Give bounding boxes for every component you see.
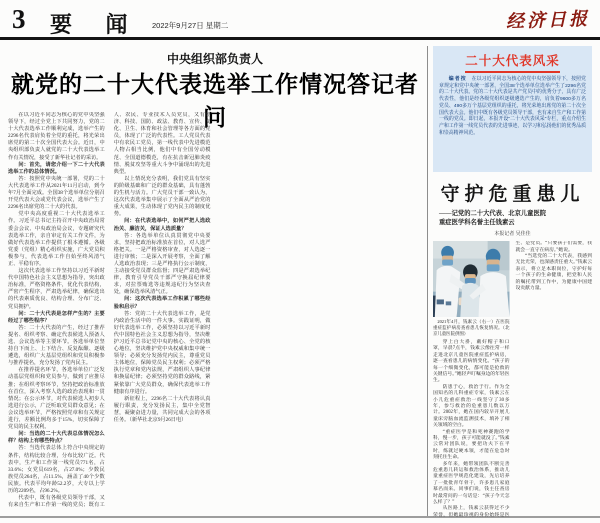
article-paragraph: 答：按照党中央统一部署，党的二十大代表选举工作从2021年11月启动，到今年7月全面完成。全国38个选举单位分别召开党代表大会或党代表会议，选举产生了2296名出席党的二十大的代表。 (8, 175, 105, 211)
article-paragraph: 新征程上，2296名二十大代表将认真履行职责，充分发扬民主，集中全党智慧，凝聚奋进力量，共同完成大会的各项任务。（新华社北京9月26日电） (113, 395, 211, 424)
feature-subtitle-line2: 重症医学科名誉主任钱素云 (439, 218, 515, 226)
article-paragraph: 穿上白大褂，戴好帽子和口罩，早晨7点半，钱素云像往常一样走进北京儿童医院重症监护病房，逐一查看患儿的病情变化。“孩子的每一个细微变化，都可能是抢救的关键信号。”她轻声叮嘱身边的年轻医生。 (433, 339, 510, 384)
feature-subtitle-line1: ——记党的二十大代表、北京儿童医院 (439, 210, 547, 217)
section-title: 要 闻 (50, 12, 142, 37)
article-paragraph: 多年来，她带领团队不断完善危重患儿转运和救治体系，推动儿童重症医学规范化建设，先后培养了一批批青年骨干，许多患儿家庭慕名而来。同事们说，钱主任查房时最常问的一句话是：“孩子今天怎么样了？” (433, 461, 510, 506)
article-paragraph: 答：各选举单位认真贯彻党中央要求，坚持把政治标准放在首位，对人选严格把关。一是严格资格审查，对人选逐一进行审核；二是深入开展考察，全面了解人选政治表现；三是严格执行公示制度，主动接受党员群众监督；四是严肃选举纪律，教育引导党员干部严守换届纪律要求，对拉票贿选等违规违纪行为坚决查处，确保选举风清气正。 (113, 232, 211, 296)
article-paragraph: 问：二十大代表是怎样产生的？主要经过了哪些程序？ (8, 310, 105, 324)
article-paragraph: 答：当选代表总体上符合中央规定的条件，结构比较合理，分布比较广泛。代表中，生产和工作第一线党员771名，占33.6%；女党员619名，占27.0%；少数民族党员264名，占11.5%，涵盖了40个少数民族。代表平均年龄52.2岁，大专以上学历的2209名，占96.2%。 (8, 445, 105, 494)
side-panel (433, 46, 592, 516)
article-paragraph: 在推荐提名环节，各选举单位广泛发动基层党组织和党员参与，做到了应推尽推；在组织考察环节，坚持把政治标准放在首位，深入考察人选的政治表现和一贯情况；在公示环节，对代表候选人初步人选进行公示，广泛听取党员群众意见；在会议选举环节，严格按照党章和有关规定进行，差额比例均多于15%，切实保障了党员的民主权利。 (8, 367, 105, 431)
article-paragraph: 代表中，既有各级党员领导干部，又有来自生产和工作第一线的党员；既有工人、农民、专业技术人员党员，又有经济、科技、国防、政法、教育、宣传、文化、卫生、体育和社会管理等各方面的党员，体现了广泛的代表性。工人党员代表中有农民工党员，第一线代表中先进模范人物占相当比例，他们中有全国劳动模范、全国道德模范，有在抗击新冠肺炎疫情、脱贫攻坚等重大斗争中涌现出的先进典型。 (8, 112, 211, 509)
article-paragraph: 问：在代表选举中，如何严把人选政治关、廉洁关，保证人选质量？ (113, 218, 211, 232)
feature-byline: 本报记者 吴佳佳 (494, 231, 531, 238)
editor-note-label: 编者按 (448, 77, 467, 82)
article-paragraph: “重症医学是和死神赛跑的学科，慢一步，孩子可能就没了。”钱素云常对团队说，要把功夫下在平时，练就过硬本领，才能在危急时刻托住生命。 (433, 429, 510, 461)
article-body-columns (8, 112, 422, 515)
page-number: 3 (12, 4, 26, 34)
article-paragraph: 答：党的二十大代表选举工作，是党内政治生活中的一件大事。实践证明，做好代表选举工作，必须坚持以习近平新时代中国特色社会主义思想为指导，坚决维护习近平总书记党中央的核心、全党的核心地位，坚决维护党中央权威和集中统一领导；必须充分发扬党内民主，尊重党员主体地位，保障党员民主权利；必须严格执行党章和党内法规，严肃组织人事纪律和换届纪律；必须坚持党的群众路线，紧紧依靠广大党员群众，确保代表选举工作健康有序进行。 (113, 310, 211, 395)
article-paragraph: 问：首先，请您介绍一下二十大代表选举工作的总体情况。 (8, 161, 105, 175)
date-line: 2022年9月27日 星期二 (152, 21, 229, 30)
feature-body-columns (433, 241, 592, 522)
photo-caption: 2021年4月，钱素云（右一）在医院重症监护病房查看患儿恢复情况。（北京儿童医院供图） (433, 319, 510, 336)
feature-title: 守护危重患儿 (440, 184, 585, 205)
feature-article (433, 179, 592, 522)
page-header (0, 0, 600, 38)
hospital-photo (433, 241, 510, 317)
article-paragraph: 答：二十大代表的产生，经过了推荐提名、组织考察、确定代表候选人预备人选、会议选举等主要环节。各选举单位坚持自下而上、上下结合、反复酝酿、逐级遴选，组织广大基层党组织和党员积极参与推荐提名，充分发扬了党内民主。 (8, 324, 105, 367)
article-paragraph: “当选党的二十大代表，我感到无比光荣，也深感责任重大。”钱素云表示，将立足本职岗位，守护好每一个孩子的生命健康，把党和人民的嘱托带到工作中，为健康中国建设贡献力量。 (515, 254, 592, 292)
newspaper-masthead: 经济日报 (505, 8, 591, 33)
editor-note-text: 在以习近平同志为核心的党中央坚强领导下，按照党章规定和党中央统一部署，全国38个选举单位选举产生了2296名党的二十大代表。党的二十大代表是共产党员中的优秀分子，具有广泛代表性，他们是经各级党组织逐级遴选产生的，肩负着9600多万名党员、490多万个基层党组织的重托，将光荣地出席党的第二十次全国代表大会。他们中既有各级党员领导干部，也有来自生产和工作第一线的党员。即日起，本报开设“二十大代表风采”专栏，重点介绍生产和工作第一线党员代表的先进事迹，以学习和弘扬他们的优秀品质和崇高精神风范。 (439, 77, 586, 136)
article-paragraph: 防患于心，救治于行。作为全国知名的儿科重症专家，钱素云在小儿危重症救治一线坚守了30多年，参与救治的危重患儿数以万计。2002年，她在国内较早开展儿童床旁脑血流监测技术，填补了相关领域的空白。 (433, 384, 510, 429)
article-paragraph: 以上情况充分表明，我们党具有坚实的阶级基础和广泛的群众基础，具有蓬勃的生机与活力。广大党员干部一致认为，这次代表选举集中展示了全面从严治党的重大成果，生动体现了党内民主的制度优势。 (113, 175, 211, 218)
feature-subtitle (433, 210, 592, 227)
article-headline: 就党的二十大代表选举工作情况答记者问 (11, 71, 419, 130)
article-kicker: 中央组织部负责人 (166, 52, 263, 66)
editor-note (439, 77, 586, 137)
article-paragraph: 从医路上，钱素云获得过不少荣誉，但她最珍视的身份始终是医生、是党员。“只要孩子们需要，我就会一直守在病房。”她说。 (433, 241, 592, 518)
article-paragraph: 党中央高度重视二十大代表选举工作。习近平总书记主持召开中央政治局常委会会议、中央政治局会议，专题研究代表选举工作，亲自审定有关工作文件，为做好代表选举工作提供了根本遵循。各级党委（党组）精心组织实施，广大党员积极参与，代表选举工作自始至终风清气正、平稳有序。 (8, 211, 105, 267)
column-title: 二十大代表风采 (465, 51, 560, 73)
feature-photo-block (433, 241, 510, 337)
vertical-divider (427, 46, 428, 516)
editor-note-box (433, 46, 592, 172)
article-paragraph: 问：当选的二十大代表总体情况怎么样？结构上有哪些特点？ (8, 431, 105, 445)
header-rule (0, 37, 600, 40)
article-paragraph: 问：这次代表选举工作积累了哪些经验和启示？ (113, 296, 211, 310)
article-paragraph: 在以习近平同志为核心的党中央坚强领导下，经过全党上下共同努力，党的二十大代表选举工作顺利完成，选举产生的2296名代表肩负着全党的重托，将光荣出席党的第二十次全国代表大会。近日，中央组织部负责人就党的二十大代表选举工作有关情况，接受了新华社记者的采访。 (8, 112, 105, 161)
article-paragraph: 这次代表选举工作坚持以习近平新时代中国特色社会主义思想为指导，突出政治标准，严格资格条件，优化代表结构，严密产生程序，严肃选举纪律，确保选出的代表素质优良、结构合理、分布广泛、党员拥护。 (8, 268, 105, 310)
